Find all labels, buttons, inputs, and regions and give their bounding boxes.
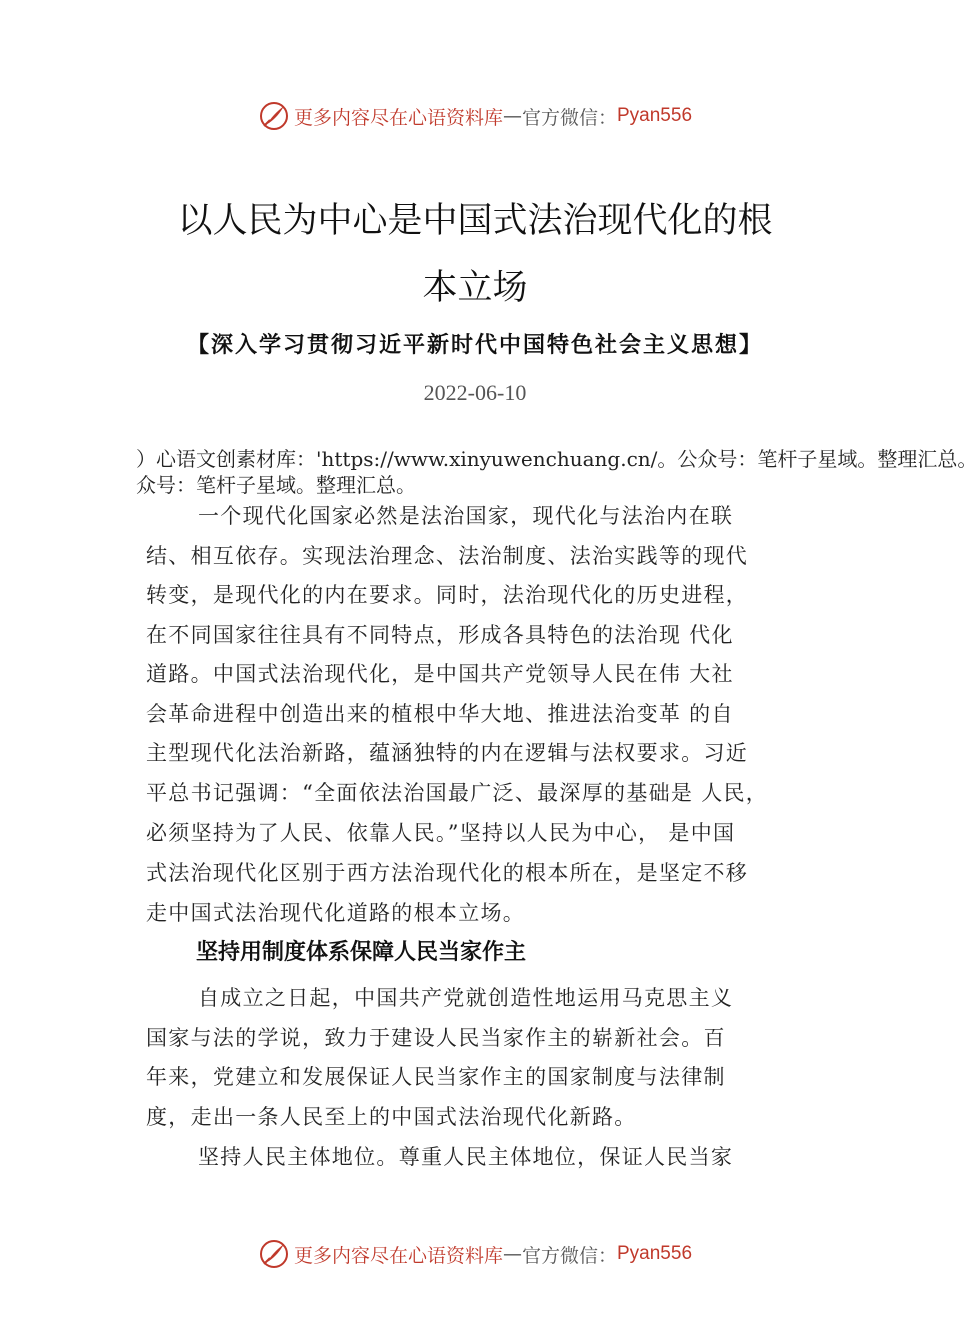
paragraph-line: 结、相互依存。实现法治理念、法治制度、法治实践等的现代 (146, 544, 749, 568)
paragraph-line: 坚持人民主体地位。尊重人民主体地位，保证人民当家 (198, 1145, 734, 1169)
page-title-line-1: 以人民为中心是中国式法治现代化的根 (177, 201, 773, 241)
paragraph-line: 走中国式法治现代化道路的根本立场。 (146, 901, 526, 925)
source-note-line-1: ）心语文创素材库：'https://www.xinyuwenchuang.cn/。公众号：笔杆子星域。整理汇总。 (136, 447, 977, 471)
banner-dash: — (502, 1243, 522, 1265)
paragraph-line: 必须坚持为了人民、依靠人民。”坚持以人民为中心， 是中国 (146, 821, 736, 845)
footer-banner (0, 1234, 950, 1274)
paragraph-line: 年来，党建立和发展保证人民当家作主的国家制度与法律制 (146, 1065, 726, 1089)
banner-wechat-label: 官方微信： (521, 106, 617, 129)
source-note-line-2: 众号：笔杆子星域。整理汇总。 (136, 473, 416, 497)
banner-wechat-handle: Pyan556 (617, 105, 693, 126)
paragraph-line: 式法治现代化区别于西方法治现代化的根本所在，是坚定不移 (146, 861, 749, 885)
paragraph-line: 转变，是现代化的内在要求。同时，法治现代化的历史进程， (146, 583, 749, 607)
publish-date: 2022-06-10 (423, 380, 527, 405)
page-title-line-2: 本立场 (422, 268, 528, 308)
paragraph-line: 一个现代化国家必然是法治国家，现代化与法治内在联 (198, 504, 734, 528)
banner-library-text: 更多内容尽在心语资料库 (293, 1244, 503, 1267)
paragraph-line: 在不同国家往往具有不同特点，形成各具特色的法治现 代化 (146, 623, 734, 647)
header-banner (0, 96, 950, 136)
page-subtitle: 【深入学习贯彻习近平新时代中国特色社会主义思想】 (186, 332, 763, 358)
paragraph-line: 平总书记强调：“全面依法治国最广泛、最深厚的基础是 人民， (146, 781, 769, 805)
banner-wechat-handle: Pyan556 (617, 1243, 693, 1264)
feather-pen-logo-icon (258, 1238, 290, 1270)
paragraph-line: 主型现代化法治新路，蕴涵独特的内在逻辑与法权要求。习近 (146, 741, 749, 765)
feather-pen-logo-icon (258, 100, 290, 132)
banner-dash: — (502, 105, 522, 127)
paragraph-line: 度，走出一条人民至上的中国式法治现代化新路。 (146, 1105, 637, 1129)
banner-wechat-label: 官方微信： (521, 1244, 617, 1267)
paragraph-line: 会革命进程中创造出来的植根中华大地、推进法治变革 的自 (146, 702, 734, 726)
paragraph-line: 国家与法的学说，致力于建设人民当家作主的崭新社会。百 (146, 1026, 726, 1050)
paragraph-line: 道路。中国式法治现代化，是中国共产党领导人民在伟 大社 (146, 662, 734, 686)
paragraph-line: 自成立之日起，中国共产党就创造性地运用马克思主义 (198, 986, 734, 1010)
section-heading: 坚持用制度体系保障人民当家作主 (196, 940, 527, 965)
banner-library-text: 更多内容尽在心语资料库 (293, 106, 503, 129)
